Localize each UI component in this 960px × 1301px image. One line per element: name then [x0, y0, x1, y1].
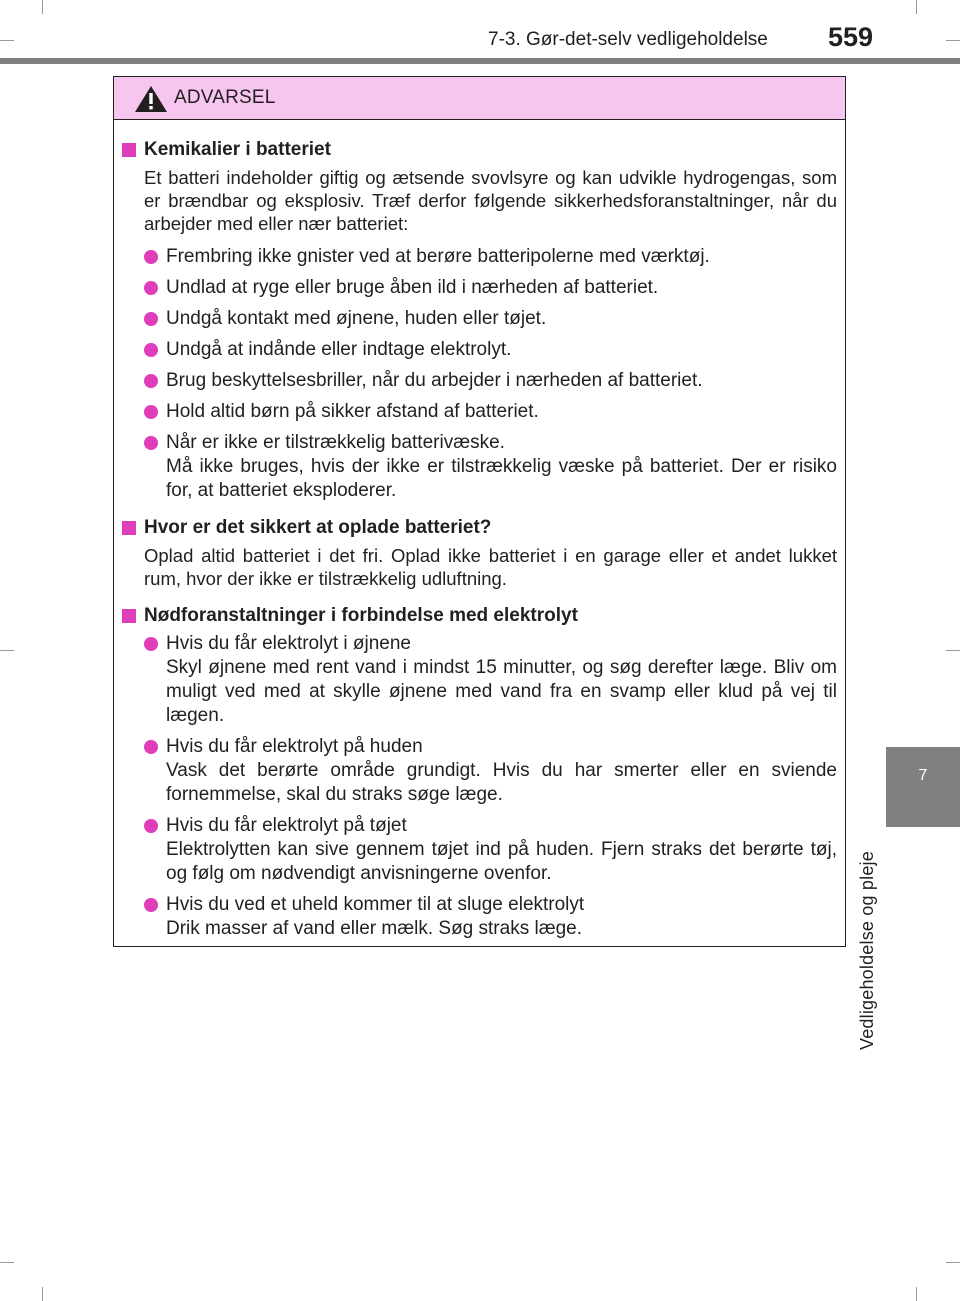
circle-bullet-icon	[144, 405, 158, 419]
list-item	[122, 338, 837, 362]
warning-title: ADVARSEL	[174, 87, 276, 108]
circle-bullet-icon	[144, 819, 158, 833]
circle-bullet-icon	[144, 740, 158, 754]
section-paragraph: Oplad altid batteriet i det fri. Oplad ikke batteriet i en garage eller et andet lukket rum, hvor der ikke er tilstrækkelig udluftning.	[144, 545, 837, 589]
crop-mark	[946, 1262, 960, 1263]
warning-box	[113, 76, 846, 947]
list-item	[122, 735, 837, 807]
list-item	[122, 400, 837, 424]
list-item	[122, 431, 837, 503]
list-item-title: Brug beskyttelsesbriller, når du arbejder i nærheden af batteriet.	[166, 370, 703, 391]
square-bullet-icon	[122, 143, 136, 157]
circle-bullet-icon	[144, 374, 158, 388]
list-item-title: Undlad at ryge eller bruge åben ild i nærheden af batteriet.	[166, 277, 659, 298]
list-item-text: Drik masser af vand eller mælk. Søg straks læge.	[166, 918, 583, 939]
list-item	[122, 276, 837, 300]
list-item	[122, 245, 837, 269]
section-heading	[122, 604, 837, 628]
list-item	[122, 369, 837, 393]
list-item-text: Må ikke bruges, hvis der ikke er tilstrækkelig væske på batteriet. Der er risiko for, at batteriet eksploderer.	[166, 456, 837, 501]
crop-mark	[0, 650, 14, 651]
chapter-label	[856, 810, 878, 1050]
list-item-text: Skyl øjnene med rent vand i mindst 15 minutter, og søg derefter læge. Bliv om muligt ved med at skylle øjnene med vand fra en svamp eller klud på vej til lægen.	[166, 657, 837, 726]
circle-bullet-icon	[144, 637, 158, 651]
list-item-title: Når er ikke er tilstrækkelig batterivæske.	[166, 432, 505, 453]
section-heading-text: Kemikalier i batteriet	[144, 139, 331, 160]
crop-mark	[946, 650, 960, 651]
list-item-title: Hold altid børn på sikker afstand af batteriet.	[166, 401, 539, 422]
page-number: 559	[828, 22, 874, 52]
list-item-title: Hvis du får elektrolyt på huden	[166, 736, 423, 757]
list-item-title: Hvis du får elektrolyt i øjnene	[166, 633, 411, 654]
section-heading	[122, 516, 837, 540]
list-item-text: Vask det berørte område grundigt. Hvis du har smerter eller en sviende fornemmelse, skal du straks søge læge.	[166, 760, 837, 805]
crop-mark	[0, 1262, 14, 1263]
circle-bullet-icon	[144, 343, 158, 357]
chapter-tab	[886, 747, 960, 827]
list-item	[122, 893, 837, 941]
section-title: 7-3. Gør-det-selv vedligeholdelse	[488, 29, 768, 50]
circle-bullet-icon	[144, 898, 158, 912]
warning-triangle-icon	[134, 85, 168, 113]
section-heading-text: Hvor er det sikkert at oplade batteriet?	[144, 517, 492, 538]
section-paragraph: Et batteri indeholder giftig og ætsende svovlsyre og kan udvikle hydrogengas, som er brændbar og eksplosiv. Træf derfor følgende sikkerhedsforanstaltninger, når du arbejder med eller nær batteriet:	[144, 167, 837, 234]
circle-bullet-icon	[144, 281, 158, 295]
list-item-title: Undgå at indånde eller indtage elektrolyt.	[166, 339, 512, 360]
square-bullet-icon	[122, 521, 136, 535]
header-divider	[0, 58, 960, 64]
crop-mark	[946, 40, 960, 41]
section-heading-text: Nødforanstaltninger i forbindelse med elektrolyt	[144, 605, 578, 626]
chapter-label-text: Vedligeholdelse og pleje	[857, 851, 877, 1050]
list-item-title: Frembring ikke gnister ved at berøre batteripolerne med værktøj.	[166, 246, 710, 267]
circle-bullet-icon	[144, 436, 158, 450]
list-item-title: Hvis du får elektrolyt på tøjet	[166, 815, 407, 836]
crop-mark	[0, 40, 14, 41]
list-item-title: Hvis du ved et uheld kommer til at sluge elektrolyt	[166, 894, 585, 915]
section-heading	[122, 138, 837, 162]
crop-mark	[42, 1287, 43, 1301]
crop-mark	[42, 0, 43, 14]
square-bullet-icon	[122, 609, 136, 623]
circle-bullet-icon	[144, 250, 158, 264]
warning-body	[114, 120, 845, 941]
list-item	[122, 307, 837, 331]
list-item-title: Undgå kontakt med øjnene, huden eller tøjet.	[166, 308, 547, 329]
crop-mark	[916, 0, 917, 14]
warning-header	[114, 77, 845, 120]
list-item	[122, 632, 837, 728]
crop-mark	[916, 1287, 917, 1301]
chapter-number: 7	[918, 767, 928, 784]
circle-bullet-icon	[144, 312, 158, 326]
list-item	[122, 814, 837, 886]
list-item-text: Elektrolytten kan sive gennem tøjet ind på huden. Fjern straks det berørte tøj, og følg om nødvendigt anvisningerne ovenfor.	[166, 839, 837, 884]
